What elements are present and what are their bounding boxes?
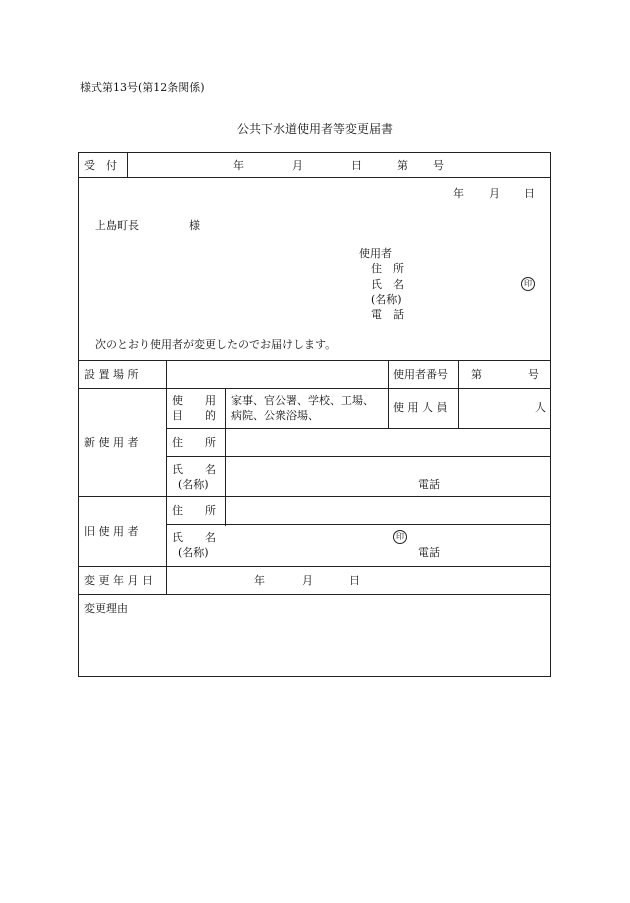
location-label: 設 置 場 所 xyxy=(84,368,139,381)
old-user-label: 旧 使 用 者 xyxy=(84,525,139,538)
reception-label: 受 付 xyxy=(84,159,117,172)
user-number-dai: 第 xyxy=(471,368,482,381)
change-date-month: 月 xyxy=(302,574,313,587)
reception-month: 月 xyxy=(292,159,303,172)
old-user-phone-label: 電話 xyxy=(418,546,440,559)
date-day: 日 xyxy=(524,187,535,200)
user-number-gou: 号 xyxy=(528,368,539,381)
document-title: 公共下水道使用者等変更届書 xyxy=(236,122,393,136)
purpose-options-1: 家事、官公署、学校、工場、 xyxy=(231,394,374,407)
applicant-seal-icon: 印 xyxy=(521,277,535,291)
addressee-name: 上島町長 xyxy=(95,219,139,232)
statement: 次のとおり使用者が変更したのでお届けします。 xyxy=(95,338,337,351)
purpose-options-2: 病院、公衆浴場、 xyxy=(231,409,319,422)
user-number-label: 使用者番号 xyxy=(393,368,448,381)
persons-label: 使 用 人 員 xyxy=(393,401,448,414)
purpose-label-2: 目 的 xyxy=(172,409,216,422)
old-user-address-label: 住 所 xyxy=(172,504,216,517)
change-reason-label: 変更理由 xyxy=(84,602,128,615)
new-user-name-label: 氏 名 xyxy=(172,463,216,476)
applicant-phone-label: 電 話 xyxy=(371,308,404,321)
persons-unit: 人 xyxy=(535,401,546,414)
date-month: 月 xyxy=(489,187,500,200)
reception-year: 年 xyxy=(233,159,244,172)
old-user-seal-icon: 印 xyxy=(393,530,407,544)
change-date-day: 日 xyxy=(349,574,360,587)
reception-day: 日 xyxy=(351,159,362,172)
addressee-honorific: 様 xyxy=(189,219,200,232)
purpose-label-1: 使 用 xyxy=(172,394,216,407)
form-number: 様式第13号(第12条関係) xyxy=(80,81,205,94)
applicant-name-alt: (名称) xyxy=(371,293,402,306)
new-user-label: 新 使 用 者 xyxy=(84,436,139,449)
reception-gou: 号 xyxy=(433,159,444,172)
applicant-heading: 使用者 xyxy=(359,247,392,260)
date-year: 年 xyxy=(453,187,464,200)
change-date-label: 変 更 年 月 日 xyxy=(84,574,153,587)
applicant-name-label: 氏 名 xyxy=(371,278,404,291)
old-user-name-alt: (名称) xyxy=(178,546,209,559)
new-user-phone-label: 電話 xyxy=(418,478,440,491)
old-user-name-label: 氏 名 xyxy=(172,531,216,544)
new-user-address-label: 住 所 xyxy=(172,436,216,449)
new-user-name-alt: (名称) xyxy=(178,478,209,491)
reception-dai: 第 xyxy=(397,159,408,172)
applicant-address-label: 住 所 xyxy=(371,262,404,275)
change-date-year: 年 xyxy=(254,574,265,587)
